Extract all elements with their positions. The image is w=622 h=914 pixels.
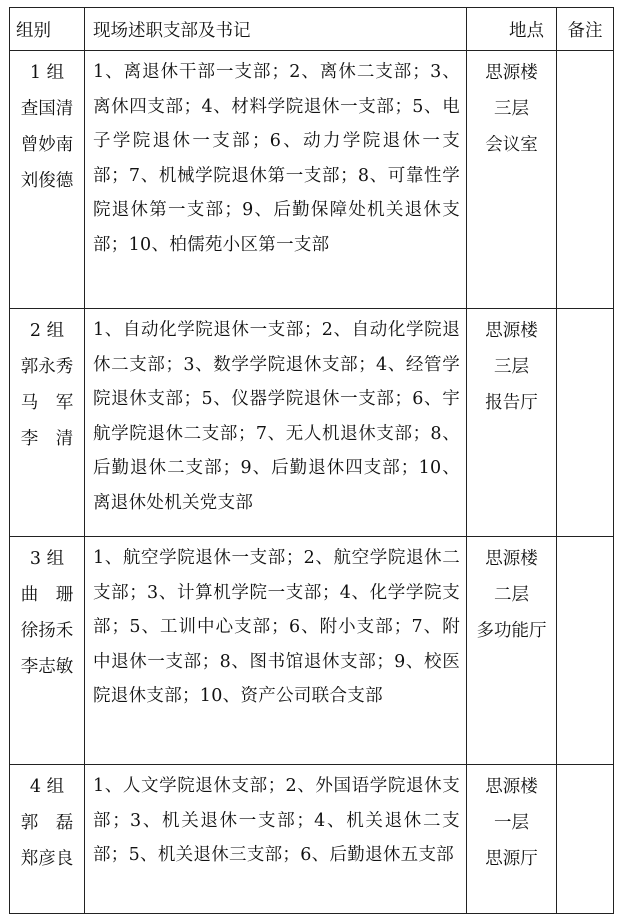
location-floor: 二层: [494, 585, 529, 605]
location-cell: [467, 309, 557, 537]
location-floor: 三层: [494, 99, 529, 119]
note-cell: [557, 51, 614, 309]
table-row: [10, 51, 614, 309]
note-cell: [557, 537, 614, 765]
table-header-row: [10, 8, 614, 51]
group-member: 郭永秀: [20, 357, 74, 377]
location-cell: [467, 51, 557, 309]
group-member: 李志敏: [20, 657, 74, 677]
branch-list: 1、离退休干部一支部；2、离休二支部；3、离休四支部；4、材料学院退休一支部；5、电子学院退休一支部；6、动力学院退休一支部；7、机械学院退休第一支部；8、可靠性学院退休第一支部；9、后勤保障处机关退休支部；10、柏儒苑小区第一支部: [85, 51, 467, 309]
location-room: 报告厅: [485, 393, 538, 413]
location-floor: 三层: [494, 357, 529, 377]
note-cell: [557, 309, 614, 537]
location-cell: [467, 765, 557, 914]
group-member: 郭 磊: [20, 813, 74, 833]
note-cell: [557, 765, 614, 914]
branch-list: 1、航空学院退休一支部；2、航空学院退休二支部；3、计算机学院一支部；4、化学学院支部；5、工训中心支部；6、附小支部；7、附中退休一支部；8、图书馆退休支部；9、校医院退休支部；10、资产公司联合支部: [85, 537, 467, 765]
group-member: 李 清: [20, 429, 74, 449]
group-number: 4 组: [29, 777, 65, 797]
branch-list: 1、人文学院退休支部；2、外国语学院退休支部；3、机关退休一支部；4、机关退休二支部；5、机关退休三支部；6、后勤退休五支部: [85, 765, 467, 914]
location-floor: 一层: [494, 813, 529, 833]
group-member: 曾妙南: [20, 135, 74, 155]
table-row: [10, 765, 614, 914]
group-cell: [10, 765, 85, 914]
location-building: 思源楼: [485, 321, 538, 341]
location-building: 思源楼: [485, 63, 538, 83]
table-row: [10, 309, 614, 537]
group-member: 马 军: [20, 393, 74, 413]
group-cell: [10, 51, 85, 309]
location-building: 思源楼: [485, 549, 538, 569]
location-room: 多功能厅: [476, 621, 547, 641]
group-number: 2 组: [29, 321, 65, 341]
location-room: 会议室: [485, 135, 538, 155]
header-content: 现场述职支部及书记: [85, 8, 467, 51]
location-cell: [467, 537, 557, 765]
group-member: 曲 珊: [20, 585, 74, 605]
table-row: [10, 537, 614, 765]
group-member: 刘俊德: [20, 171, 74, 191]
group-member: 郑彦良: [20, 849, 74, 869]
location-room: 思源厅: [485, 849, 538, 869]
group-member: 查国清: [20, 99, 74, 119]
group-member: 徐扬禾: [20, 621, 74, 641]
header-group: 组别: [10, 8, 85, 51]
group-number: 3 组: [29, 549, 65, 569]
group-cell: [10, 537, 85, 765]
branch-list: 1、自动化学院退休一支部；2、自动化学院退休二支部；3、数学学院退休支部；4、经管学院退休支部；5、仪器学院退休一支部；6、宇航学院退休二支部；7、无人机退休支部；8、后勤退休二支部；9、后勤退休四支部；10、离退休处机关党支部: [85, 309, 467, 537]
header-location: 地点: [467, 8, 557, 51]
group-number: 1 组: [29, 63, 65, 83]
header-note: 备注: [557, 8, 614, 51]
retiree-branch-schedule-table: [9, 7, 614, 914]
location-building: 思源楼: [485, 777, 538, 797]
group-cell: [10, 309, 85, 537]
